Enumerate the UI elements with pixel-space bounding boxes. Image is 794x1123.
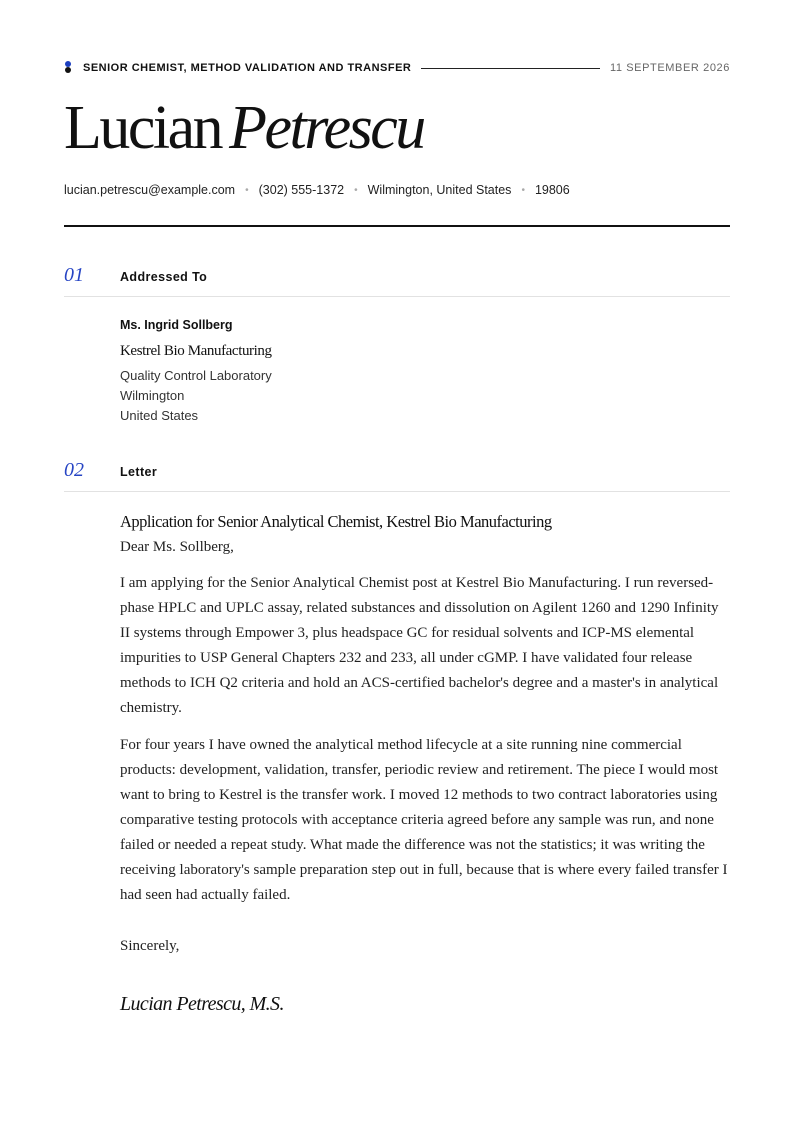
recipient-city: Wilmington (120, 388, 185, 403)
first-name: Lucian (64, 94, 222, 162)
recipient-country: United States (120, 408, 199, 423)
salutation: Dear Ms. Sollberg, (120, 539, 234, 555)
recipient-company: Kestrel Bio Manufacturing (120, 343, 272, 359)
section-rule (64, 491, 730, 492)
recipient-name: Ms. Ingrid Sollberg (120, 318, 233, 332)
bullet-dots-icon (64, 61, 76, 75)
phone: (302) 555-1372 (258, 183, 345, 197)
location: Wilmington, United States (367, 183, 512, 197)
section-rule (64, 296, 730, 297)
last-name: Petrescu (229, 94, 424, 162)
postal-code: 19806 (534, 183, 570, 197)
body-paragraph: For four years I have owned the analytical method lifecycle at a site running nine commercial products: development, validation, transfer, periodic review and retirement. The piece I would most want to bring to Kestrel is the transfer work. I moved 12 methods to two contract laboratories using comparative testing protocols with acceptance criteria agreed before any sample was run, and none failed or needed a repeat study. What made the difference was not the statistics; it was writing the receiving laboratory's sample preparation step out in full, because that is where every failed transfer I had seen had actually failed. (120, 737, 728, 903)
recipient-department: Quality Control Laboratory (120, 368, 272, 383)
section-title-letter: Letter (120, 465, 158, 479)
separator-dot-icon: • (245, 184, 249, 196)
signature: Lucian Petrescu, M.S. (120, 993, 284, 1015)
applicant-name (64, 92, 424, 164)
letter-date: 11 SEPTEMBER 2026 (609, 62, 730, 74)
contact-line (64, 183, 570, 197)
header-top-line (64, 60, 730, 76)
closing: Sincerely, (120, 938, 180, 954)
separator-dot-icon: • (354, 184, 358, 196)
header-rule (64, 225, 730, 227)
job-title: SENIOR CHEMIST, METHOD VALIDATION AND TRANSFER (83, 62, 412, 74)
letter-subject: Application for Senior Analytical Chemist, Kestrel Bio Manufacturing (120, 512, 552, 531)
separator-dot-icon: • (521, 184, 525, 196)
recipient-block (120, 316, 720, 426)
section-number-letter: 02 (64, 459, 84, 481)
header-divider (421, 68, 600, 69)
section-number-addressed-to: 01 (64, 264, 84, 286)
letter-body (120, 510, 730, 1018)
email: lucian.petrescu@example.com (64, 183, 236, 197)
body-paragraph: I am applying for the Senior Analytical Chemist post at Kestrel Bio Manufacturing. I run reversed-phase HPLC and UPLC assay, related substances and dissolution on Agilent 1260 and 1290 Infinity II systems through Empower 3, plus headspace GC for residual solvents and ICP-MS elemental impurities to USP General Chapters 232 and 233, all under cGMP. I have validated four release methods to ICH Q2 criteria and hold an ACS-certified bachelor's degree and a master's in analytical chemistry. (120, 575, 719, 716)
section-title-addressed-to: Addressed To (120, 270, 208, 284)
